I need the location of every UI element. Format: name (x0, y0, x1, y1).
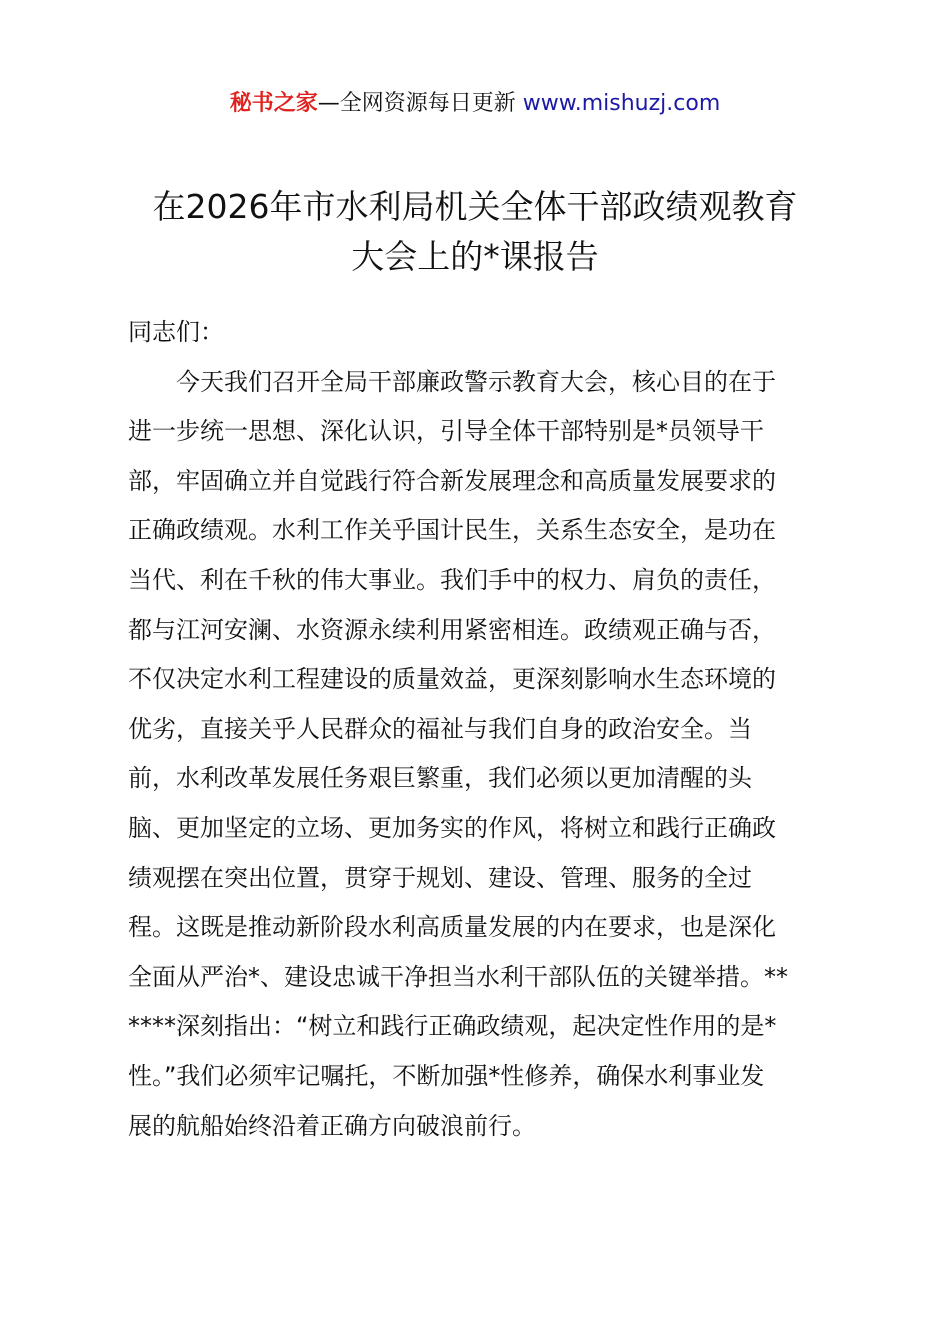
body-line: ****深刻指出：“树立和践行正确政绩观，起决定性作用的是* (128, 1012, 777, 1041)
header-slogan: —全网资源每日更新 (317, 91, 523, 116)
body-line: 部，牢固确立并自觉践行符合新发展理念和高质量发展要求的 (128, 466, 776, 495)
brand-name: 秘书之家 (229, 91, 318, 116)
body-line: 展的航船始终沿着正确方向破浪前行。 (128, 1111, 536, 1140)
document-title (100, 182, 850, 282)
title-line-1: 在2026年市水利局机关全体干部政绩观教育 (152, 187, 798, 226)
body-line: 优劣，直接关乎人民群众的福祉与我们自身的政治安全。当 (128, 714, 752, 743)
greeting: 同志们： (128, 318, 224, 346)
title-line-2: 大会上的*课报告 (351, 237, 599, 276)
body-line: 都与江河安澜、水资源永续利用紧密相连。政绩观正确与否， (128, 615, 776, 644)
body-line: 性。”我们必须牢记嘱托，不断加强*性修养，确保水利事业发 (128, 1061, 765, 1090)
body-line: 正确政绩观。水利工作关乎国计民生，关系生态安全，是功在 (128, 516, 776, 545)
body-line: 当代、利在千秋的伟大事业。我们手中的权力、肩负的责任， (128, 565, 776, 594)
body-line: 绩观摆在突出位置，贯穿于规划、建设、管理、服务的全过 (128, 863, 752, 892)
body-line: 前，水利改革发展任务艰巨繁重，我们必须以更加清醒的头 (128, 764, 752, 793)
body-line: 进一步统一思想、深化认识，引导全体干部特别是*员领导干 (128, 417, 764, 446)
document-body (128, 308, 828, 1151)
site-header (0, 88, 950, 120)
body-line: 不仅决定水利工程建设的质量效益，更深刻影响水生态环境的 (128, 665, 776, 694)
body-line: 今天我们召开全局干部廉政警示教育大会，核心目的在于 (176, 367, 776, 396)
paragraph-1 (128, 358, 828, 1152)
body-line: 脑、更加坚定的立场、更加务实的作风，将树立和践行正确政 (128, 813, 776, 842)
body-line: 全面从严治*、建设忠诚干净担当水利干部队伍的关键举措。** (128, 962, 788, 991)
body-line: 程。这既是推动新阶段水利高质量发展的内在要求，也是深化 (128, 913, 776, 942)
site-url-link[interactable]: www.mishuzj.com (522, 91, 721, 116)
